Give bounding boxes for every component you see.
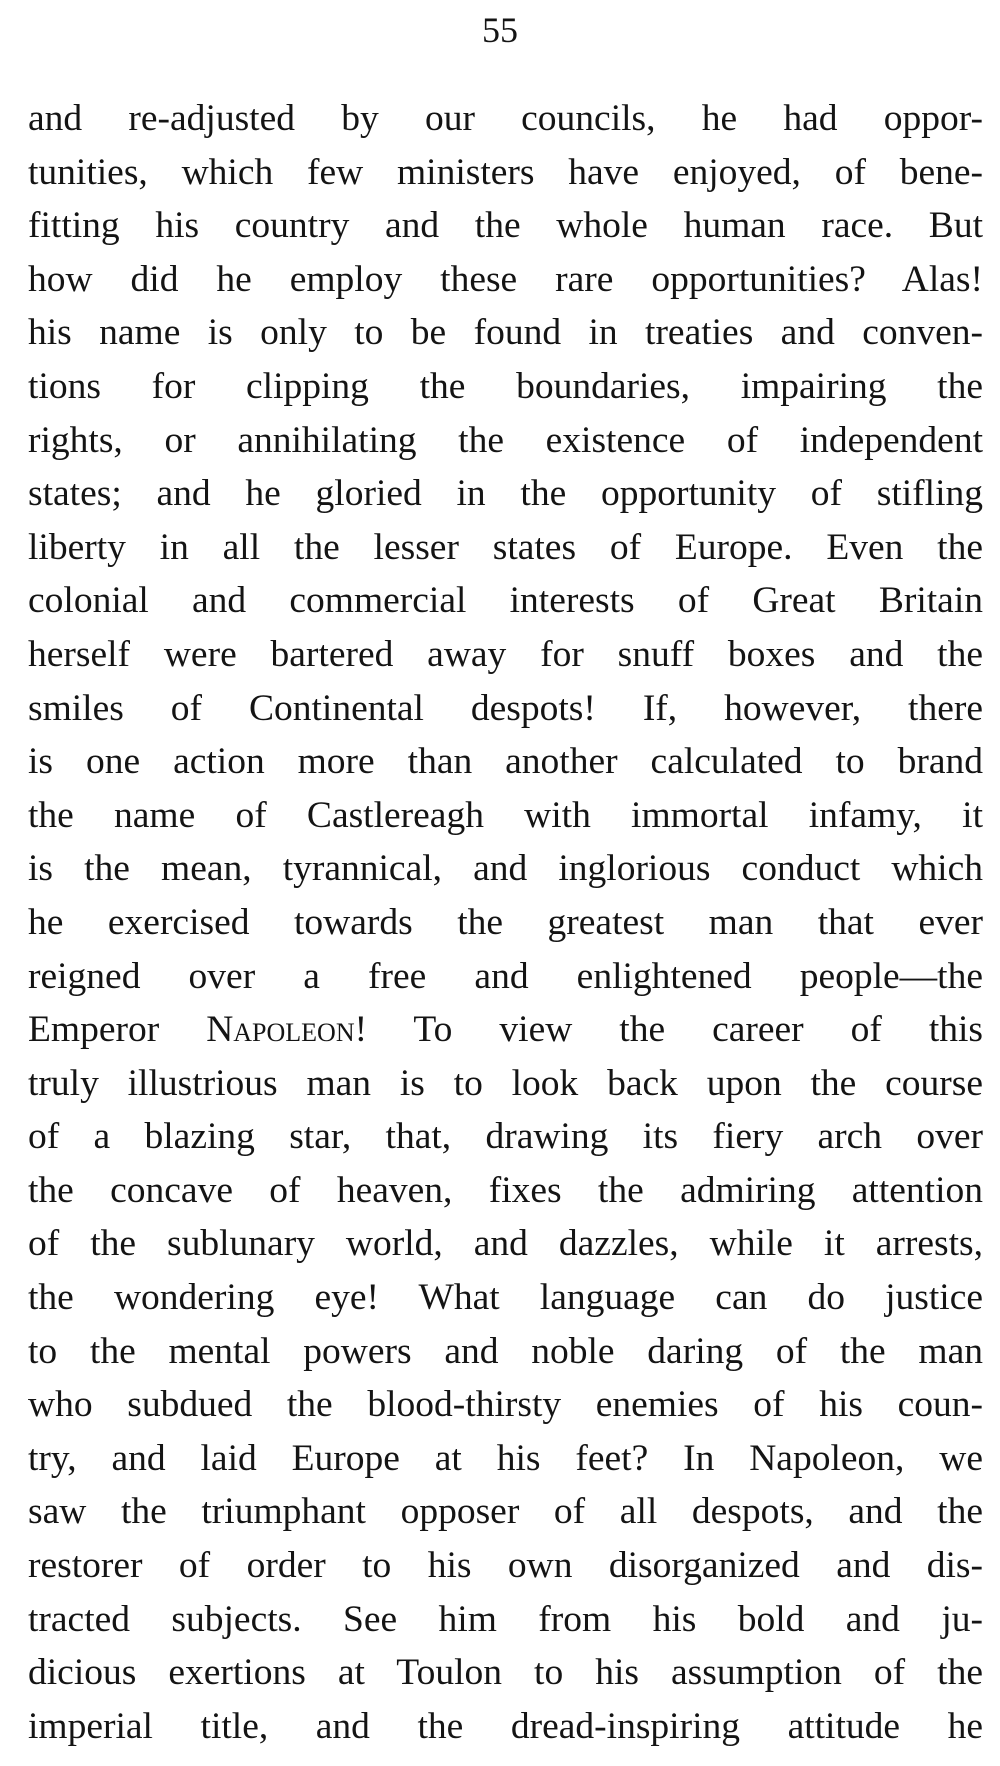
text-line: imperial title, and the dread-inspiring attitude he (28, 1705, 983, 1747)
body-text (28, 92, 983, 1753)
text-line: colonial and commercial interests of Great Britain (28, 580, 983, 622)
text-line: truly illustrious man is to look back upon the course (28, 1062, 983, 1104)
text-line: try, and laid Europe at his feet? In Napoleon, we (28, 1437, 983, 1479)
text-line: herself were bartered away for snuff boxes and the (28, 633, 983, 675)
text-line: smiles of Continental despots! If, however, there (28, 687, 983, 729)
text-line: restorer of order to his own disorganized and dis- (28, 1545, 983, 1587)
text-line: is one action more than another calculated to brand (28, 741, 983, 783)
text-line: he exercised towards the greatest man that ever (28, 901, 983, 943)
text-line-start: Emperor (28, 1009, 207, 1051)
text-line: of the sublunary world, and dazzles, while it arrests, (28, 1223, 983, 1265)
text-line: tunities, which few ministers have enjoyed, of bene- (28, 151, 983, 193)
text-line: who subdued the blood-thirsty enemies of his coun- (28, 1384, 983, 1426)
text-line: to the mental powers and noble daring of the man (28, 1330, 983, 1372)
text-line: the name of Castlereagh with immortal infamy, it (28, 794, 983, 836)
page-number: 55 (482, 10, 518, 50)
text-line: rights, or annihilating the existence of independent (28, 419, 983, 461)
text-line: is the mean, tyrannical, and inglorious conduct which (28, 848, 983, 890)
text-line: fitting his country and the whole human race. But (28, 205, 983, 247)
text-line: dicious exertions at Toulon to his assumption of the (28, 1652, 983, 1694)
text-line: tions for clipping the boundaries, impairing the (28, 365, 983, 407)
text-line: states; and he gloried in the opportunity of stifling (28, 473, 983, 515)
text-line: how did he employ these rare opportunities? Alas! (28, 258, 983, 300)
text-line (28, 1003, 983, 1057)
text-line: tracted subjects. See him from his bold and ju- (28, 1598, 983, 1640)
text-line-end: ! To view the career of this (354, 1009, 983, 1051)
text-line: reigned over a free and enlightened people—the (28, 955, 983, 997)
text-line: the wondering eye! What language can do justice (28, 1277, 983, 1319)
text-line: saw the triumphant opposer of all despots, and the (28, 1491, 983, 1533)
napoleon-smallcaps: Napoleon (206, 1009, 355, 1051)
text-line: and re-adjusted by our councils, he had oppor- (28, 98, 983, 139)
text-line: his name is only to be found in treaties and conven- (28, 312, 983, 354)
text-line: the concave of heaven, fixes the admiring attention (28, 1169, 983, 1211)
text-line: liberty in all the lesser states of Europe. Even the (28, 526, 983, 568)
text-line: of a blazing star, that, drawing its fiery arch over (28, 1116, 983, 1158)
